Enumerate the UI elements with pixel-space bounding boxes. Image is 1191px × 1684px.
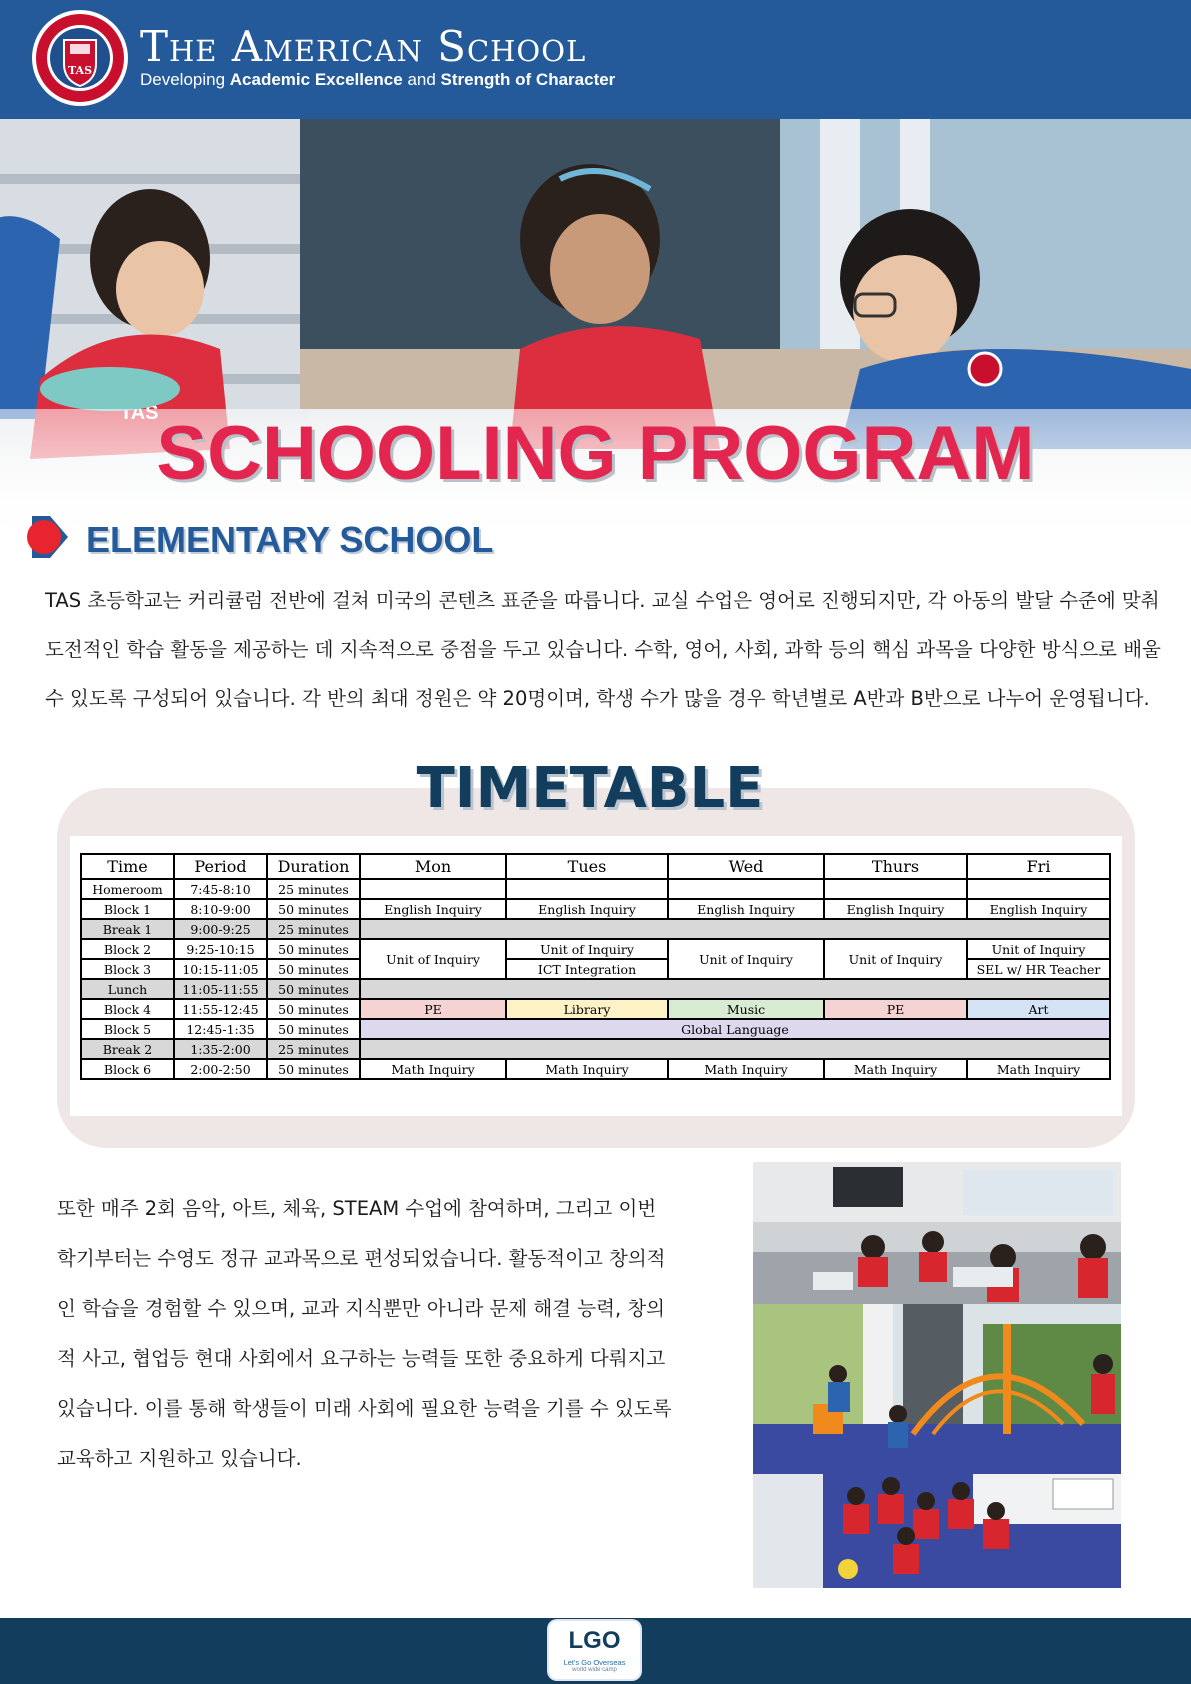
duration-cell: 50 minutes [267,999,360,1019]
period-cell: 10:15-11:05 [174,959,267,979]
period-cell: 1:35-2:00 [174,1039,267,1059]
duration-cell: 50 minutes [267,959,360,979]
classroom-photo [753,1162,1121,1304]
time-cell: Block 6 [81,1059,174,1079]
duration-cell: 50 minutes [267,939,360,959]
subject-cell-global-language: Global Language [360,1019,1110,1039]
period-cell: 9:00-9:25 [174,919,267,939]
subject-cell: Unit of Inquiry [506,939,668,959]
duration-cell: 50 minutes [267,1019,360,1039]
empty-cell [967,879,1110,899]
time-cell: Block 5 [81,1019,174,1039]
table-row [81,1019,1110,1039]
timetable-table [80,853,1111,1080]
lgo-logo-subtitle: Let's Go Overseas [563,1658,626,1667]
period-cell: 2:00-2:50 [174,1059,267,1079]
program-title: SCHOOLING PROGRAM [156,411,1035,496]
table-row [81,899,1110,919]
period-cell: 12:45-1:35 [174,1019,267,1039]
period-cell: 11:05-11:55 [174,979,267,999]
subject-cell: Unit of Inquiry [668,939,824,979]
table-row [81,979,1110,999]
subject-cell-pe: PE [360,999,506,1019]
time-cell: Break 2 [81,1039,174,1059]
lgo-logo-text: LGO [568,1627,621,1654]
time-cell: Lunch [81,979,174,999]
table-row [81,939,1110,959]
break-cell [360,979,1110,999]
school-header [0,0,1191,119]
subject-cell: English Inquiry [967,899,1110,919]
subject-cell: Math Inquiry [824,1059,967,1079]
photo-collage [753,1162,1121,1588]
lgo-logo-caption: world wide camp [572,1667,617,1673]
table-row [81,999,1110,1019]
duration-cell: 25 minutes [267,919,360,939]
col-header: Mon [360,854,506,879]
table-row [81,1039,1110,1059]
activities-paragraph: 또한 매주 2회 음악, 아트, 체육, STEAM 수업에 참여하며, 그리고 이번 학기부터는 수영도 정규 교과목으로 편성되었습니다. 활동적이고 창의적인 학습을 경험할 수 있으며, 교과 지식뿐만 아니라 문제 해결 능력, 창의적 사고, 협업등 현대 사회에서 요구하는 능력들 또한 중요하게 다뤄지고 있습니다. 이를 통해 학생들이 미래 사회에 필요한 능력을 기를 수 있도록 교육하고 지원하고 있습니다. [57,1197,672,1470]
period-cell: 9:25-10:15 [174,939,267,959]
empty-cell [668,879,824,899]
subject-cell: Unit of Inquiry [360,939,506,979]
duration-cell: 50 minutes [267,1059,360,1079]
duration-cell: 25 minutes [267,879,360,899]
subject-cell-music: Music [668,999,824,1019]
duration-cell: 50 minutes [267,979,360,999]
school-name: The American School [140,22,587,71]
time-cell: Homeroom [81,879,174,899]
col-header: Time [81,854,174,879]
subject-cell: English Inquiry [506,899,668,919]
table-row [81,879,1110,899]
col-header: Duration [267,854,360,879]
col-header: Tues [506,854,668,879]
subject-cell: English Inquiry [360,899,506,919]
group-activity-photo [753,1474,1121,1588]
period-cell: 11:55-12:45 [174,999,267,1019]
time-cell: Block 4 [81,999,174,1019]
subject-cell: SEL w/ HR Teacher [967,959,1110,979]
subject-cell: Unit of Inquiry [967,939,1110,959]
table-row [81,919,1110,939]
duration-cell: 25 minutes [267,1039,360,1059]
playground-photo [753,1304,1121,1474]
time-cell: Block 3 [81,959,174,979]
subject-cell: ICT Integration [506,959,668,979]
timetable-heading: TIMETABLE [416,756,764,821]
empty-cell [360,879,506,899]
subject-cell: Math Inquiry [668,1059,824,1079]
lgo-logo [549,1621,640,1679]
subject-cell: English Inquiry [824,899,967,919]
subject-cell: Math Inquiry [360,1059,506,1079]
duration-cell: 50 minutes [267,899,360,919]
period-cell: 8:10-9:00 [174,899,267,919]
col-header: Thurs [824,854,967,879]
col-header: Fri [967,854,1110,879]
col-header: Wed [668,854,824,879]
table-row [81,1059,1110,1079]
subject-cell-library: Library [506,999,668,1019]
subject-cell: English Inquiry [668,899,824,919]
empty-cell [824,879,967,899]
subject-cell: Math Inquiry [967,1059,1110,1079]
break-cell [360,1039,1110,1059]
time-cell: Block 1 [81,899,174,919]
svg-text:TAS: TAS [67,64,93,77]
school-tagline: Developing Academic Excellence and Strength of Character [140,70,616,89]
col-header: Period [174,854,267,879]
table-header-row [81,854,1110,879]
subject-cell-art: Art [967,999,1110,1019]
subject-cell: Math Inquiry [506,1059,668,1079]
time-cell: Block 2 [81,939,174,959]
intro-paragraph: TAS 초등학교는 커리큘럼 전반에 걸쳐 미국의 콘텐츠 표준을 따릅니다. 교실 수업은 영어로 진행되지만, 각 아동의 발달 수준에 맞춰 도전적인 학습 활동을 제공하는 데 지속적으로 중점을 두고 있습니다. 수학, 영어, 사회, 과학 등의 핵심 과목을 다양한 방식으로 배울 수 있도록 구성되어 있습니다. 각 반의 최대 정원은 약 20명이며, 학생 수가 많을 경우 학년별로 A반과 B반으로 나누어 운영됩니다. [45,589,1161,710]
section-title: ELEMENTARY SCHOOL [86,519,494,560]
break-cell [360,919,1110,939]
time-cell: Break 1 [81,919,174,939]
section-bullet-icon [24,514,70,560]
empty-cell [506,879,668,899]
school-crest-logo [30,8,130,108]
subject-cell: Unit of Inquiry [824,939,967,979]
period-cell: 7:45-8:10 [174,879,267,899]
subject-cell-pe: PE [824,999,967,1019]
